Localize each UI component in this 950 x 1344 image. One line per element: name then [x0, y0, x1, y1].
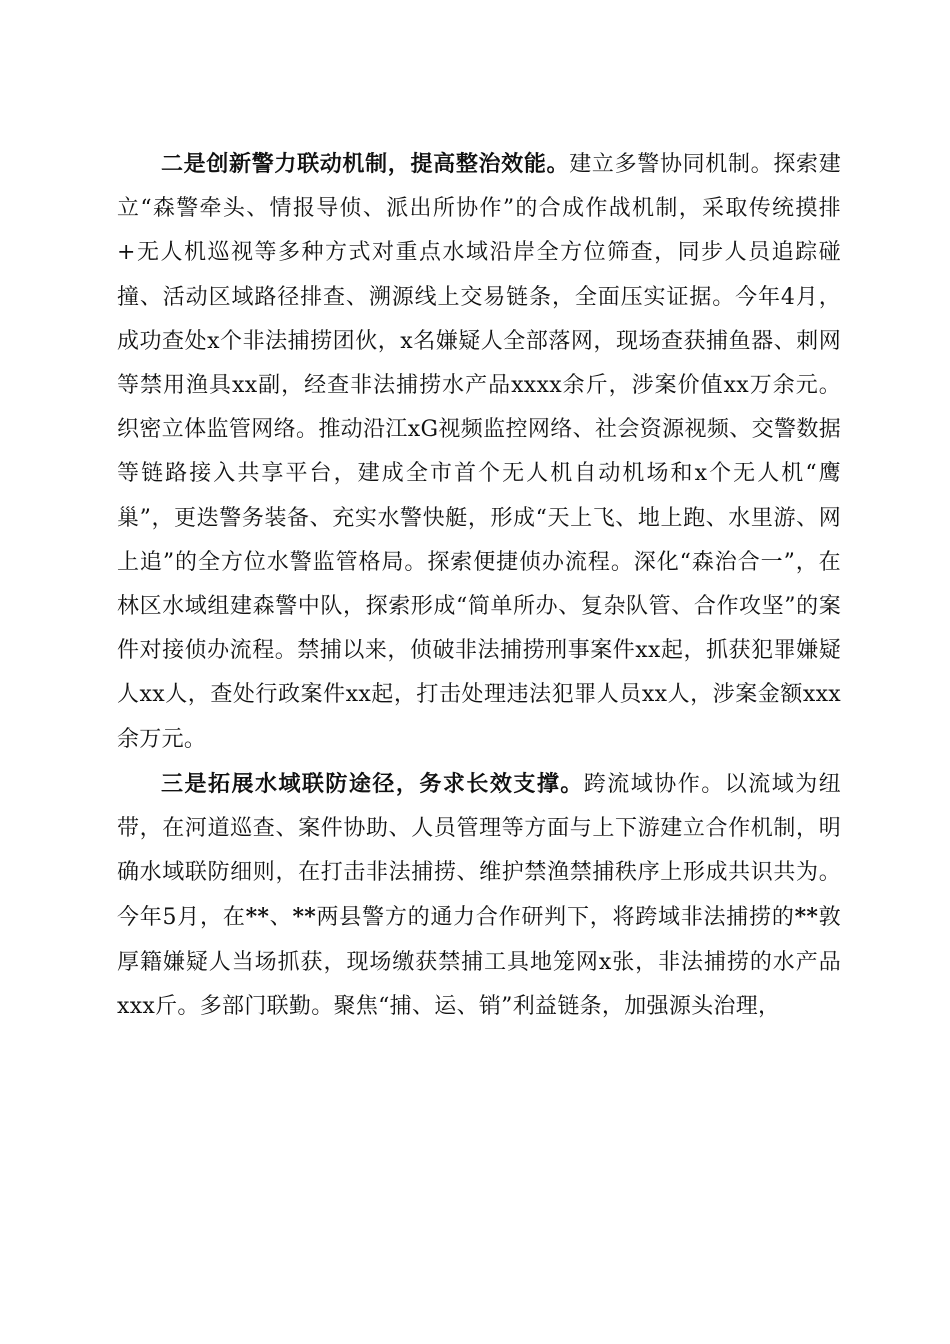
redacted-placeholder: **: [245, 904, 270, 931]
redacted-placeholder: **: [292, 904, 317, 931]
redacted-placeholder: **: [794, 904, 819, 931]
paragraph-text: 建立多警协同机制。探索建立“森警牵头、情报导侦、派出所协作”的合成作战机制，采取传统摸排+无人机巡视等多种方式对重点水域沿岸全方位筛查，同步人员追踪碰撞、活动区域路径排查、溯源线上交易链条，全面压实证据。今年4月，成功查处x个非法捕捞团伙，x名嫌疑人全部落网，现场查获捕鱼器、刺网等禁用渔具xx副，经查非法捕捞水产品xxxx余斤，涉案价值xx万余元。织密立体监管网络。推动沿江xG视频监控网络、社会资源视频、交警数据等链路接入共享平台，建成全市首个无人机自动机场和x个无人机“鹰巢”，更迭警务装备、充实水警快艇，形成“天上飞、地上跑、水里游、网上追”的全方位水警监管格局。探索便捷侦办流程。深化“森治合一”，在林区水域组建森警中队，探索形成“简单所办、复杂队管、合作攻坚”的案件对接侦办流程。禁捕以来，侦破非法捕捞刑事案件xx起，抓获犯罪嫌疑人xx人，查处行政案件xx起，打击处理违法犯罪人员xx人，涉案金额xxx余万元。: [117, 152, 842, 752]
paragraph-heading: 三是拓展水域联防途径，务求长效支撑。: [161, 770, 584, 797]
document-body: [117, 142, 841, 1029]
paragraph-innovation-linkage: [117, 142, 841, 762]
paragraph-heading: 二是创新警力联动机制，提高整治效能。: [161, 151, 570, 177]
paragraph-text: 跨流域协作。以流域为纽带，在河道巡查、案件协助、人员管理等方面与上下游建立合作机制，明确水域联防细则，在打击非法捕捞、维护禁渔禁捕秩序上形成共识共为。今年5月，在: [117, 771, 841, 931]
paragraph-text: 两县警方的通力合作研判下，将跨域非法捕捞的: [316, 905, 795, 931]
paragraph-text: 、: [269, 905, 293, 931]
paragraph-text: 敦厚籍嫌疑人当场抓获，现场缴获禁捕工具地笼网x张，非法捕捞的水产品xxx斤。多部门联勤。聚焦“捕、运、销”利益链条，加强源头治理，: [117, 905, 841, 1019]
paragraph-water-joint-defense: [117, 762, 841, 1029]
